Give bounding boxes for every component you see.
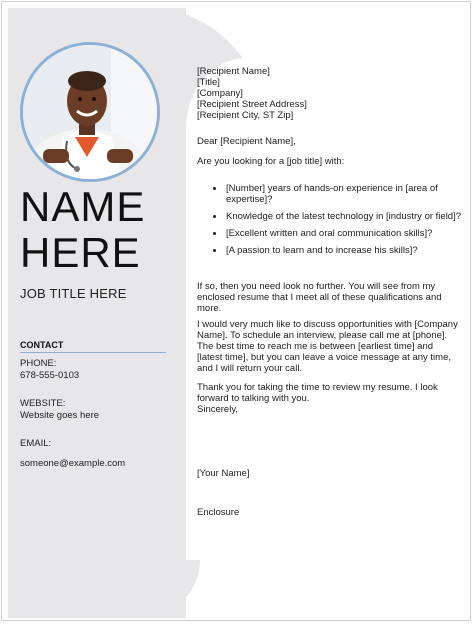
contact-divider [20,352,166,353]
list-item: [Number] years of hands-on experience in [area of expertise]? [210,183,462,205]
qualification-list [210,183,462,262]
recipient-line: [Recipient Street Address] [197,99,307,110]
website-value: Website goes here [20,410,100,421]
email-value: someone@example.com [20,458,126,469]
signature-name: [Your Name] [197,468,250,479]
doctor-portrait-image [23,45,157,179]
list-item: [A passion to learn and to increase his skills]? [210,245,462,256]
website-label: WEBSITE: [20,398,66,409]
recipient-line: [Title] [197,77,220,88]
paragraph-2: I would very much like to discuss opportunities with [Company Name]. To schedule an interview, please call me at [phone]. The best time to reach me is between [earliest time] and [latest time], but you can leave a voice message at any time, and I will return your call. [197,319,458,374]
recipient-block [197,66,459,121]
phone-value: 678-555-0103 [20,370,80,381]
list-item: Knowledge of the latest technology in [industry or field]? [210,211,462,222]
paragraph-3: Thank you for taking the time to review my resume. I look forward to talking with you. [197,382,438,404]
job-title: JOB TITLE HERE [20,286,127,301]
contact-heading: CONTACT [20,340,64,350]
recipient-line: [Recipient Name] [197,66,270,77]
salutation: Dear [Recipient Name], [197,136,296,147]
email-label: EMAIL: [20,438,52,449]
recipient-line: [Company] [197,88,243,99]
name-line-2: HERE [20,229,141,276]
closing: Sincerely, [197,404,239,415]
list-item: [Excellent written and oral communication skills]? [210,228,462,239]
phone-label: PHONE: [20,358,57,369]
enclosure: Enclosure [197,507,240,518]
paragraph-1: If so, then you need look no further. You will see from my enclosed resume that I meet all of these qualifications and more. [197,281,442,314]
recipient-line: [Recipient City, ST Zip] [197,110,294,121]
intro-text: Are you looking for a [job title] with: [197,156,345,167]
name-line-1: NAME [20,183,146,230]
candidate-name [20,184,180,276]
profile-photo [20,42,160,182]
